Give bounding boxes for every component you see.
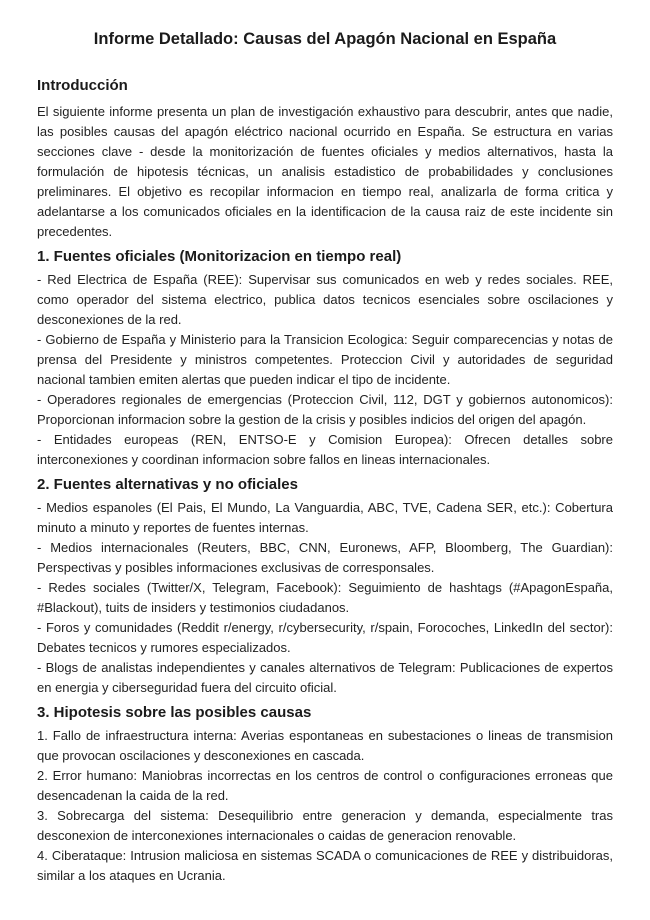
section-heading-fuentes-oficiales: 1. Fuentes oficiales (Monitorizacion en tiempo real) <box>37 248 402 265</box>
paragraph: - Gobierno de España y Ministerio para la Transicion Ecologica: Seguir comparecencias y notas de prensa del Presidente y ministros competentes. Proteccion Civil y autoridades de seguridad nacional tambien emiten alertas que pueden indicar el tipo de incidente. <box>37 332 613 387</box>
paragraph: - Red Electrica de España (REE): Supervisar sus comunicados en web y redes sociales. REE, como operador del sistema electrico, publica datos tecnicos esenciales sobre oscilaciones y desconexiones de la red. <box>37 272 613 327</box>
paragraph: 4. Ciberataque: Intrusion maliciosa en sistemas SCADA o comunicaciones de REE y distribuidoras, similar a los ataques en Ucrania. <box>37 848 613 883</box>
paragraph: - Entidades europeas (REN, ENTSO-E y Comision Europea): Ofrecen detalles sobre interconexiones y coordinan informacion sobre fallos en lineas internacionales. <box>37 432 613 467</box>
paragraph: 2. Error humano: Maniobras incorrectas en los centros de control o configuraciones erroneas que desencadenan la caida de la red. <box>37 768 613 803</box>
paragraph: El siguiente informe presenta un plan de investigación exhaustivo para descubrir, antes que nadie, las posibles causas del apagón eléctrico nacional ocurrido en España. Se estructura en varias secciones clave - desde la monitorización de fuentes oficiales y medios alternativos, hasta la formulación de hipotesis técnicas, un analisis estadistico de probabilidades y conclusiones preliminares. El objetivo es recopilar informacion en tiempo real, analizarla de forma critica y adelantarse a los comunicados oficiales en la identificacion de la causa raiz de este incidente sin precedentes. <box>37 104 613 239</box>
paragraph: - Medios internacionales (Reuters, BBC, CNN, Euronews, AFP, Bloomberg, The Guardian): Perspectivas y posibles informaciones exclusivas de corresponsales. <box>37 540 613 575</box>
section-introduccion <box>37 76 613 242</box>
section-heading-introduccion: Introducción <box>37 77 128 94</box>
paragraph: - Blogs de analistas independientes y canales alternativos de Telegram: Publicaciones de expertos en energia y ciberseguridad fuera del circuito oficial. <box>37 660 613 695</box>
section-heading-hipotesis: 3. Hipotesis sobre las posibles causas <box>37 704 312 721</box>
paragraph: - Operadores regionales de emergencias (Proteccion Civil, 112, DGT y gobiernos autonomicos): Proporcionan informacion sobre la gestion de la crisis y posibles indicios del origen del apagón. <box>37 392 613 427</box>
paragraph: - Redes sociales (Twitter/X, Telegram, Facebook): Seguimiento de hashtags (#ApagonEspaña, #Blackout), tuits de insiders y testimonios ciudadanos. <box>37 580 613 615</box>
section-fuentes-oficiales <box>37 247 613 470</box>
paragraph: 1. Fallo de infraestructura interna: Averias espontaneas en subestaciones o lineas de transmision que provocan oscilaciones y desconexiones en cascada. <box>37 728 613 763</box>
section-hipotesis <box>37 703 613 886</box>
section-heading-fuentes-alternativas: 2. Fuentes alternativas y no oficiales <box>37 476 298 493</box>
section-fuentes-alternativas <box>37 475 613 698</box>
paragraph: - Foros y comunidades (Reddit r/energy, r/cybersecurity, r/spain, Forocoches, LinkedIn del sector): Debates tecnicos y rumores especializados. <box>37 620 613 655</box>
document-title: Informe Detallado: Causas del Apagón Nacional en España <box>93 30 557 48</box>
paragraph: - Medios espanoles (El Pais, El Mundo, La Vanguardia, ABC, TVE, Cadena SER, etc.): Cobertura minuto a minuto y reportes de fuentes internas. <box>37 500 613 535</box>
paragraph: 3. Sobrecarga del sistema: Desequilibrio entre generacion y demanda, especialmente tras desconexion de interconexiones internacionales o caidas de generacion renovable. <box>37 808 613 843</box>
